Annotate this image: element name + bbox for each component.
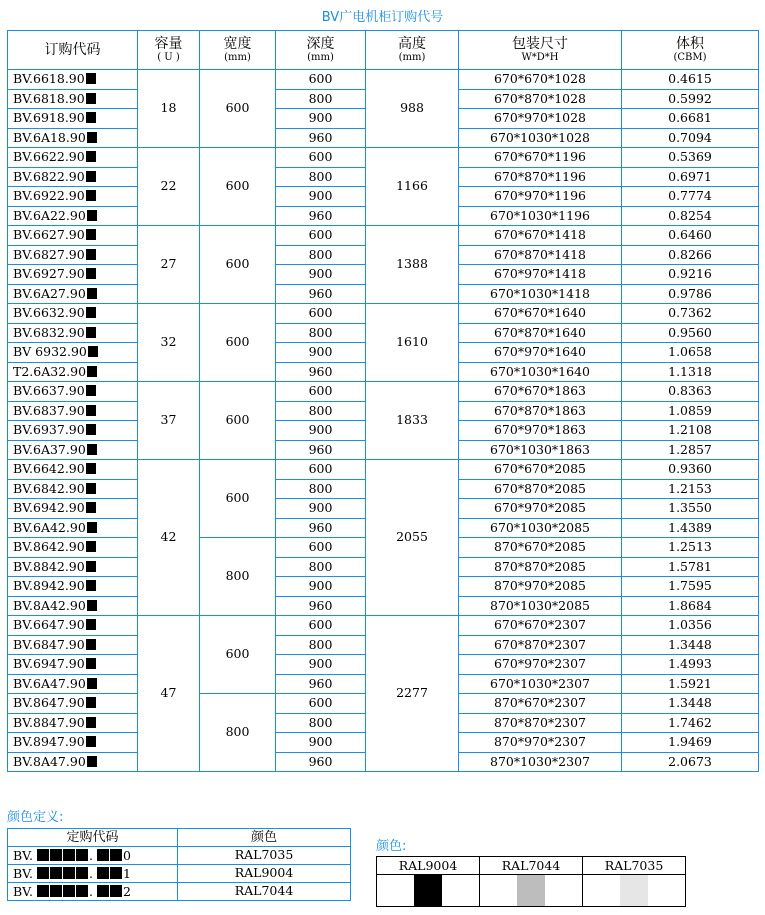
color-placeholder-block: [87, 444, 97, 455]
order-code-cell: [8, 167, 138, 187]
color-placeholder-block: [86, 190, 96, 201]
package-size-cell: 670*670*1028: [459, 70, 622, 90]
package-size-cell: 670*670*1418: [459, 226, 622, 246]
volume-cell: 1.8684: [622, 596, 759, 616]
swatch-name: RAL7044: [480, 857, 583, 875]
height-cell: 1166: [366, 148, 459, 226]
depth-cell: 960: [276, 674, 366, 694]
color-placeholder-block: [86, 561, 96, 572]
color-placeholder-block: [86, 112, 96, 123]
package-size-cell: 670*870*1640: [459, 323, 622, 343]
color-placeholder-block: [86, 658, 96, 669]
color-code-header-code: 定购代码: [8, 829, 178, 847]
order-code-text: BV 6932.90: [13, 344, 87, 359]
volume-cell: 0.8254: [622, 206, 759, 226]
depth-cell: 800: [276, 557, 366, 577]
order-code-text: BV.8847.90: [13, 714, 85, 730]
depth-cell: 960: [276, 752, 366, 772]
swatch-chip-row: [377, 875, 686, 907]
depth-cell: 900: [276, 265, 366, 285]
order-code-text: BV.6627.90: [13, 227, 85, 242]
table-row: [8, 70, 759, 90]
width-cell: 800: [200, 694, 276, 772]
order-code-text: BV.6832.90: [13, 324, 85, 340]
order-code-cell: [8, 362, 138, 382]
package-size-cell: 870*1030*2085: [459, 596, 622, 616]
depth-cell: 960: [276, 128, 366, 148]
depth-cell: 800: [276, 713, 366, 733]
package-size-cell: 670*1030*1418: [459, 284, 622, 304]
order-code-cell: [8, 89, 138, 109]
order-code-cell: [8, 557, 138, 577]
width-cell: 600: [200, 460, 276, 538]
package-size-cell: 670*970*1028: [459, 109, 622, 129]
volume-cell: 1.2108: [622, 421, 759, 441]
color-placeholder-block: [87, 678, 97, 689]
height-cell: 1833: [366, 382, 459, 460]
order-code-text: BV.8942.90: [13, 578, 85, 593]
order-code-cell: [8, 596, 138, 616]
order-code-cell: [8, 245, 138, 265]
order-code-cell: [8, 499, 138, 519]
depth-cell: 960: [276, 362, 366, 382]
order-code-text: BV.6818.90: [13, 90, 85, 106]
depth-cell: 960: [276, 596, 366, 616]
order-code-text: BV.6822.90: [13, 168, 85, 184]
volume-cell: 0.9786: [622, 284, 759, 304]
order-code-text: BV.8947.90: [13, 734, 85, 749]
order-code-text: BV.6842.90: [13, 480, 85, 496]
depth-cell: 600: [276, 694, 366, 714]
package-size-cell: 670*670*2307: [459, 616, 622, 636]
order-code-text: BV.6647.90: [13, 617, 85, 632]
color-name-cell: RAL9004: [178, 865, 351, 883]
depth-cell: 900: [276, 655, 366, 675]
depth-cell: 800: [276, 89, 366, 109]
volume-cell: 1.2153: [622, 479, 759, 499]
color-placeholder-block: [86, 424, 96, 435]
color-placeholder-block: [86, 307, 96, 318]
color-placeholder-block: [86, 327, 96, 338]
swatch-name-row: [377, 857, 686, 875]
depth-cell: 900: [276, 577, 366, 597]
volume-cell: 0.5369: [622, 148, 759, 168]
page-title: BV广电机柜订购代号: [321, 10, 444, 25]
order-code-table: [7, 30, 759, 772]
volume-cell: 2.0673: [622, 752, 759, 772]
table-row: [8, 382, 759, 402]
package-size-cell: 670*970*1418: [459, 265, 622, 285]
header-capacity: 容量 ( U ): [138, 31, 200, 70]
color-placeholder-block: [87, 600, 97, 611]
color-placeholder-block: [86, 639, 96, 650]
volume-cell: 1.4389: [622, 518, 759, 538]
package-size-cell: 870*670*2307: [459, 694, 622, 714]
order-code-cell: [8, 635, 138, 655]
header-depth: 深度 (mm): [276, 31, 366, 70]
package-size-cell: 670*870*1863: [459, 401, 622, 421]
swatch-name: RAL9004: [377, 857, 480, 875]
order-code-cell: [8, 148, 138, 168]
color-code-row: [8, 883, 351, 901]
package-size-cell: 670*970*1196: [459, 187, 622, 207]
height-cell: 988: [366, 70, 459, 148]
package-size-cell: 670*1030*2085: [459, 518, 622, 538]
height-cell: 1388: [366, 226, 459, 304]
color-placeholder-block: [86, 697, 96, 708]
order-code-text: BV.6937.90: [13, 422, 85, 437]
volume-cell: 0.9560: [622, 323, 759, 343]
width-cell: 600: [200, 70, 276, 148]
depth-cell: 800: [276, 245, 366, 265]
order-code-cell: [8, 577, 138, 597]
depth-cell: 800: [276, 401, 366, 421]
package-size-cell: 670*670*2085: [459, 460, 622, 480]
package-size-cell: 670*1030*1863: [459, 440, 622, 460]
package-size-cell: 670*970*2085: [459, 499, 622, 519]
color-placeholder-block: [86, 385, 96, 396]
table-row: [8, 148, 759, 168]
color-chip: [517, 875, 545, 906]
depth-cell: 900: [276, 187, 366, 207]
package-size-cell: 670*970*1863: [459, 421, 622, 441]
package-size-cell: 670*670*1640: [459, 304, 622, 324]
depth-cell: 800: [276, 323, 366, 343]
capacity-cell: 37: [138, 382, 200, 460]
volume-cell: 0.6681: [622, 109, 759, 129]
order-code-cell: [8, 206, 138, 226]
depth-cell: 960: [276, 206, 366, 226]
color-placeholder-block: [87, 756, 97, 767]
order-code-cell: [8, 401, 138, 421]
package-size-cell: 670*870*2085: [459, 479, 622, 499]
width-cell: 600: [200, 304, 276, 382]
color-code-table: [7, 828, 351, 901]
order-code-cell: [8, 226, 138, 246]
color-placeholder-block: [86, 463, 96, 474]
swatch-cell: [377, 875, 480, 907]
width-cell: 800: [200, 538, 276, 616]
depth-cell: 800: [276, 167, 366, 187]
volume-cell: 0.7094: [622, 128, 759, 148]
package-size-cell: 670*870*1028: [459, 89, 622, 109]
color-placeholder-block: [86, 249, 96, 260]
swatch-name: RAL7035: [583, 857, 686, 875]
order-code-text: BV.6847.90: [13, 636, 85, 652]
depth-cell: 960: [276, 518, 366, 538]
capacity-cell: 22: [138, 148, 200, 226]
color-placeholder-block: [86, 483, 96, 494]
header-code: 订购代码: [8, 31, 138, 70]
order-code-cell: [8, 265, 138, 285]
package-size-cell: 870*870*2085: [459, 557, 622, 577]
color-placeholder-block: [86, 151, 96, 162]
volume-cell: 1.2513: [622, 538, 759, 558]
package-size-cell: 670*670*1196: [459, 148, 622, 168]
color-placeholder-block: [88, 346, 98, 357]
table-row: [8, 304, 759, 324]
volume-cell: 1.9469: [622, 733, 759, 753]
capacity-cell: 18: [138, 70, 200, 148]
depth-cell: 600: [276, 226, 366, 246]
order-code-cell: [8, 128, 138, 148]
color-placeholder-block: [86, 405, 96, 416]
color-swatch-table: [376, 856, 686, 907]
package-size-cell: 870*970*2085: [459, 577, 622, 597]
order-code-cell: [8, 733, 138, 753]
color-placeholder-block: [86, 268, 96, 279]
order-code-text: BV.8642.90: [13, 539, 85, 554]
width-cell: 600: [200, 226, 276, 304]
color-placeholder-block: [86, 580, 96, 591]
order-code-cell: [8, 694, 138, 714]
color-definition-label: 颜色定义:: [7, 810, 64, 825]
color-code-row: [8, 847, 351, 865]
volume-cell: 1.7462: [622, 713, 759, 733]
order-code-text: BV.6622.90: [13, 149, 85, 164]
color-placeholder-block: [87, 288, 97, 299]
order-code-text: BV.6642.90: [13, 461, 85, 476]
color-code-header: [8, 829, 351, 847]
width-cell: 600: [200, 616, 276, 694]
color-code-cell: BV. . 2: [8, 883, 178, 901]
order-code-text: BV.6A47.90: [13, 675, 86, 691]
package-size-cell: 670*870*2307: [459, 635, 622, 655]
package-size-cell: 870*870*2307: [459, 713, 622, 733]
capacity-cell: 42: [138, 460, 200, 616]
depth-cell: 600: [276, 148, 366, 168]
header-volume: 体积 (CBM): [622, 31, 759, 70]
order-code-text: BV.6927.90: [13, 266, 85, 281]
depth-cell: 900: [276, 109, 366, 129]
color-placeholder-block: [87, 366, 97, 377]
order-code-cell: [8, 382, 138, 402]
width-cell: 600: [200, 382, 276, 460]
package-size-cell: 670*1030*1196: [459, 206, 622, 226]
order-code-cell: [8, 343, 138, 363]
order-code-cell: [8, 518, 138, 538]
package-size-cell: 870*970*2307: [459, 733, 622, 753]
order-code-cell: [8, 674, 138, 694]
package-size-cell: 670*1030*1640: [459, 362, 622, 382]
color-placeholder-block: [86, 619, 96, 630]
height-cell: 2055: [366, 460, 459, 616]
package-size-cell: 670*970*2307: [459, 655, 622, 675]
order-code-cell: [8, 538, 138, 558]
color-chip: [620, 875, 648, 906]
order-code-text: BV.6637.90: [13, 383, 85, 398]
volume-cell: 1.5921: [622, 674, 759, 694]
order-code-cell: [8, 70, 138, 90]
order-code-text: BV.6A18.90: [13, 129, 86, 145]
color-placeholder-block: [87, 522, 97, 533]
depth-cell: 600: [276, 616, 366, 636]
depth-cell: 900: [276, 733, 366, 753]
volume-cell: 1.5781: [622, 557, 759, 577]
order-code-text: BV.6922.90: [13, 188, 85, 203]
depth-cell: 600: [276, 538, 366, 558]
order-code-cell: [8, 460, 138, 480]
volume-cell: 0.7774: [622, 187, 759, 207]
color-placeholder-block: [86, 73, 96, 84]
color-code-cell: BV. . 1: [8, 865, 178, 883]
table-row: [8, 616, 759, 636]
volume-cell: 0.8363: [622, 382, 759, 402]
order-code-text: BV.6A37.90: [13, 441, 86, 457]
volume-cell: 0.5992: [622, 89, 759, 109]
depth-cell: 600: [276, 70, 366, 90]
order-code-text: BV.6837.90: [13, 402, 85, 418]
order-code-cell: [8, 421, 138, 441]
volume-cell: 0.6971: [622, 167, 759, 187]
order-code-text: BV.8647.90: [13, 695, 85, 710]
capacity-cell: 47: [138, 616, 200, 772]
volume-cell: 1.3448: [622, 694, 759, 714]
height-cell: 1610: [366, 304, 459, 382]
color-placeholder-block: [86, 541, 96, 552]
depth-cell: 900: [276, 421, 366, 441]
color-placeholder-block: [87, 132, 97, 143]
width-cell: 600: [200, 148, 276, 226]
table-row: [8, 226, 759, 246]
order-code-text: BV.6942.90: [13, 500, 85, 515]
color-placeholder-block: [87, 210, 97, 221]
order-code-cell: [8, 616, 138, 636]
depth-cell: 960: [276, 284, 366, 304]
capacity-cell: 27: [138, 226, 200, 304]
order-code-text: BV.6827.90: [13, 246, 85, 262]
package-size-cell: 670*870*1196: [459, 167, 622, 187]
order-code-text: BV.6A27.90: [13, 285, 86, 301]
color-name-cell: RAL7035: [178, 847, 351, 865]
color-placeholder-block: [86, 171, 96, 182]
package-size-cell: 870*670*2085: [459, 538, 622, 558]
header-width: 宽度 (mm): [200, 31, 276, 70]
order-code-cell: [8, 187, 138, 207]
color-code-row: [8, 865, 351, 883]
volume-cell: 1.0658: [622, 343, 759, 363]
package-size-cell: 670*870*1418: [459, 245, 622, 265]
color-placeholder-block: [86, 736, 96, 747]
order-code-cell: [8, 304, 138, 324]
depth-cell: 600: [276, 460, 366, 480]
order-code-text: BV.8842.90: [13, 558, 85, 574]
order-code-text: BV.6A22.90: [13, 207, 86, 223]
depth-cell: 600: [276, 382, 366, 402]
order-code-cell: [8, 440, 138, 460]
color-placeholder-block: [86, 717, 96, 728]
order-code-cell: [8, 284, 138, 304]
header-row: [8, 31, 759, 70]
order-code-cell: [8, 655, 138, 675]
package-size-cell: 670*670*1863: [459, 382, 622, 402]
volume-cell: 1.4993: [622, 655, 759, 675]
volume-cell: 0.9360: [622, 460, 759, 480]
volume-cell: 1.1318: [622, 362, 759, 382]
capacity-cell: 32: [138, 304, 200, 382]
volume-cell: 0.4615: [622, 70, 759, 90]
volume-cell: 1.2857: [622, 440, 759, 460]
depth-cell: 900: [276, 499, 366, 519]
volume-cell: 0.6460: [622, 226, 759, 246]
order-code-cell: [8, 479, 138, 499]
height-cell: 2277: [366, 616, 459, 772]
order-code-cell: [8, 713, 138, 733]
color-name-cell: RAL7044: [178, 883, 351, 901]
order-code-text: BV.8A47.90: [13, 753, 86, 769]
depth-cell: 600: [276, 304, 366, 324]
volume-cell: 1.3448: [622, 635, 759, 655]
order-code-text: BV.6947.90: [13, 656, 85, 671]
package-size-cell: 670*1030*1028: [459, 128, 622, 148]
volume-cell: 0.7362: [622, 304, 759, 324]
order-code-text: BV.6A42.90: [13, 519, 86, 535]
table-row: [8, 460, 759, 480]
header-size: 包装尺寸 W*D*H: [459, 31, 622, 70]
order-code-text: BV.6918.90: [13, 110, 85, 125]
swatch-label: 颜色:: [376, 839, 407, 854]
volume-cell: 1.0356: [622, 616, 759, 636]
volume-cell: 1.0859: [622, 401, 759, 421]
color-code-header-color: 颜色: [178, 829, 351, 847]
color-placeholder-block: [86, 229, 96, 240]
color-placeholder-block: [86, 93, 96, 104]
volume-cell: 0.8266: [622, 245, 759, 265]
swatch-cell: [480, 875, 583, 907]
color-code-cell: BV. . 0: [8, 847, 178, 865]
volume-cell: 0.9216: [622, 265, 759, 285]
color-placeholder-block: [86, 502, 96, 513]
header-height: 高度 (mm): [366, 31, 459, 70]
order-code-text: BV.6618.90: [13, 71, 85, 86]
swatch-cell: [583, 875, 686, 907]
depth-cell: 800: [276, 479, 366, 499]
order-code-text: T2.6A32.90: [13, 363, 87, 379]
depth-cell: 900: [276, 343, 366, 363]
color-chip: [414, 875, 442, 906]
volume-cell: 1.3550: [622, 499, 759, 519]
package-size-cell: 670*970*1640: [459, 343, 622, 363]
order-code-text: BV.6632.90: [13, 305, 85, 320]
package-size-cell: 870*1030*2307: [459, 752, 622, 772]
order-code-text: BV.8A42.90: [13, 597, 86, 613]
order-code-cell: [8, 109, 138, 129]
order-code-cell: [8, 752, 138, 772]
volume-cell: 1.7595: [622, 577, 759, 597]
depth-cell: 800: [276, 635, 366, 655]
order-code-cell: [8, 323, 138, 343]
package-size-cell: 670*1030*2307: [459, 674, 622, 694]
order-code-rows: [8, 70, 759, 772]
depth-cell: 960: [276, 440, 366, 460]
